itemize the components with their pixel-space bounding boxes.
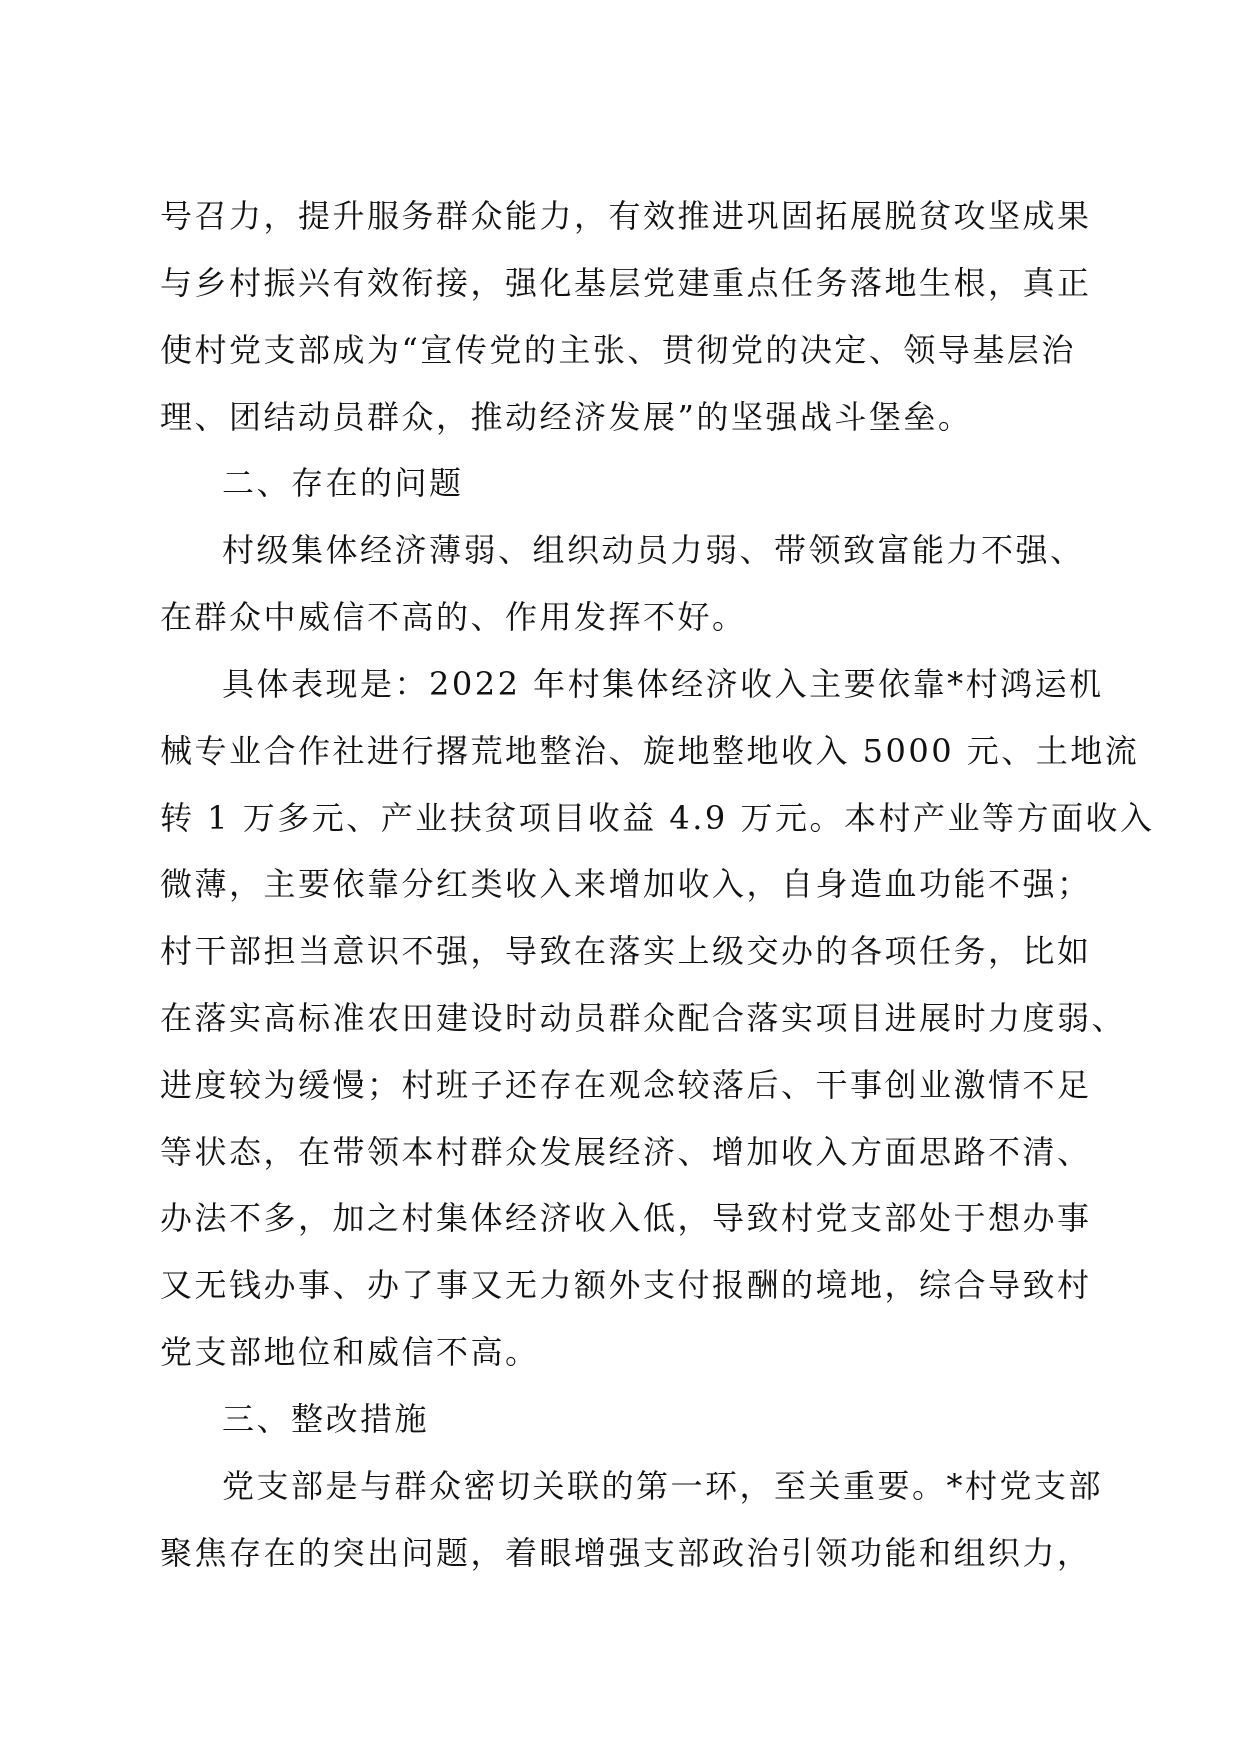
text-line: 党支部地位和威信不高。: [160, 1333, 540, 1371]
text-line: 党支部是与群众密切关联的第一环，至关重要。*村党支部: [222, 1467, 1104, 1505]
text-line: 与乡村振兴有效衔接，强化基层党建重点任务落地生根，真正: [160, 264, 1092, 302]
text-line: 进度较为缓慢；村班子还存在观念较落后、干事创业激情不足: [160, 1066, 1092, 1104]
text-line: 使村党支部成为“宣传党的主张、贯彻党的决定、领导基层治: [160, 331, 1076, 369]
text-line: 办法不多，加之村集体经济收入低，导致村党支部处于想办事: [160, 1199, 1092, 1237]
text-line: 村级集体经济薄弱、组织动员力弱、带领致富能力不强、: [222, 531, 1085, 569]
section-heading: 二、存在的问题: [222, 464, 464, 502]
text-line: 聚焦存在的突出问题，着眼增强支部政治引领功能和组织力，: [160, 1534, 1092, 1572]
text-line: 号召力，提升服务群众能力，有效推进巩固拓展脱贫攻坚成果: [160, 197, 1092, 235]
text-line: 具体表现是：2022 年村集体经济收入主要依靠*村鸿运机: [222, 665, 1104, 703]
text-line: 在落实高标准农田建设时动员群众配合落实项目进展时力度弱、: [160, 999, 1127, 1037]
text-line: 在群众中威信不高的、作用发挥不好。: [160, 598, 747, 636]
text-line: 理、团结动员群众，推动经济发展”的坚强战斗堡垒。: [160, 398, 973, 436]
section-heading: 三、整改措施: [222, 1400, 430, 1438]
text-line: 等状态，在带领本村群众发展经济、增加收入方面思路不清、: [160, 1133, 1092, 1171]
text-line: 又无钱办事、办了事又无力额外支付报酬的境地，综合导致村: [160, 1266, 1092, 1304]
text-line: 村干部担当意识不强，导致在落实上级交办的各项任务，比如: [160, 932, 1092, 970]
text-line: 械专业合作社进行撂荒地整治、旋地整地收入 5000 元、土地流: [160, 732, 1140, 770]
text-line: 微薄，主要依靠分红类收入来增加收入，自身造血功能不强；: [160, 865, 1092, 903]
text-line: 转 1 万多元、产业扶贫项目收益 4.9 万元。本村产业等方面收入: [160, 799, 1155, 837]
